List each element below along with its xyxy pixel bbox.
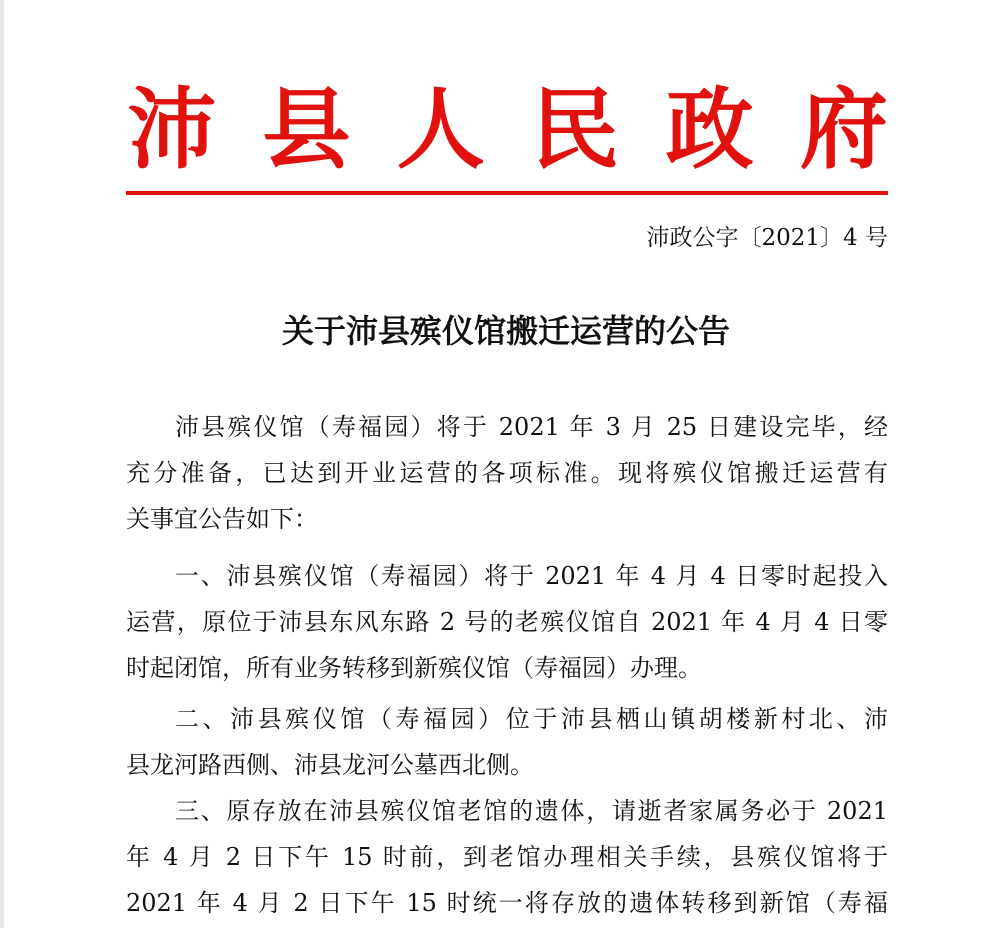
body-line: 沛县殡仪馆（寿福园）将于 2021 年 3 月 25 日建设完毕，经 xyxy=(175,413,888,441)
header-char: 民 xyxy=(531,77,620,181)
body-paragraph-intro xyxy=(126,404,888,542)
body-line: 年 4 月 2 日下午 15 时前，到老馆办理相关手续，县殡仪馆将于 xyxy=(126,843,888,871)
body-line: 县龙河路西侧、沛县龙河公墓西北侧。 xyxy=(126,751,534,779)
body-paragraph-item-1 xyxy=(126,553,888,691)
header-char: 县 xyxy=(262,77,351,181)
body-line: 运营，原位于沛县东风东路 2 号的老殡仪馆自 2021 年 4 月 4 日零 xyxy=(126,608,888,636)
body-paragraph-item-2 xyxy=(126,696,888,788)
header-char: 人 xyxy=(396,77,485,181)
body-paragraph-item-3 xyxy=(126,788,888,926)
body-line: 充分准备，已达到开业运营的各项标准。现将殡仪馆搬迁运营有 xyxy=(126,459,888,487)
document-number: 沛政公字〔2021〕4 号 xyxy=(646,225,888,251)
body-line: 2021 年 4 月 2 日下午 15 时统一将存放的遗体转移到新馆（寿福 xyxy=(126,889,888,917)
body-line: 时起闭馆，所有业务转移到新殡仪馆（寿福园）办理。 xyxy=(126,654,702,682)
body-line: 三、原存放在沛县殡仪馆老馆的遗体，请逝者家属务必于 2021 xyxy=(175,797,888,825)
header-char: 政 xyxy=(665,77,754,181)
page-edge-shadow xyxy=(0,0,4,928)
header-char: 府 xyxy=(799,77,888,181)
red-divider-line xyxy=(126,191,888,195)
issuing-authority-header xyxy=(128,77,888,181)
document-title: 关于沛县殡仪馆搬迁运营的公告 xyxy=(281,312,730,350)
body-line: 一、沛县殡仪馆（寿福园）将于 2021 年 4 月 4 日零时起投入 xyxy=(175,562,888,590)
header-char: 沛 xyxy=(128,77,217,181)
body-line: 二、沛县殡仪馆（寿福园）位于沛县栖山镇胡楼新村北、沛 xyxy=(175,705,888,733)
body-line: 关事宜公告如下： xyxy=(126,505,318,533)
